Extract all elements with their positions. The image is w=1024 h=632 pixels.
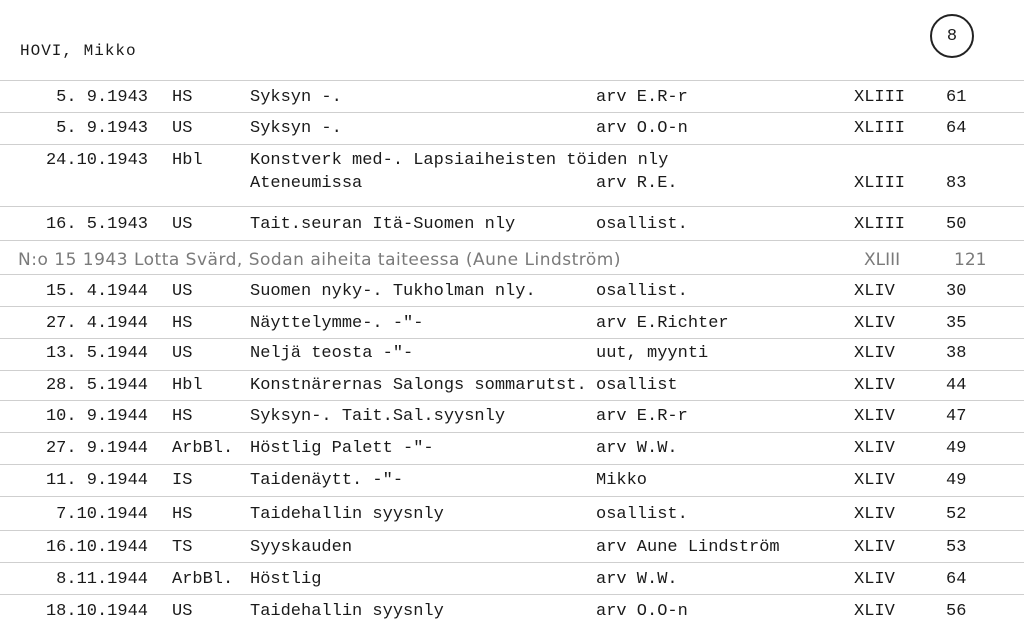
entry-volume: XLIII <box>854 119 906 138</box>
person-name: HOVI, Mikko <box>20 42 137 60</box>
rule-line <box>0 306 1024 307</box>
entry-source: HS <box>172 88 193 107</box>
entry-date: 11. 9.1944 <box>45 471 148 490</box>
entry-author: arv W.W. <box>596 570 678 589</box>
entry-source: US <box>172 282 193 301</box>
entry-title: Konstnärernas Salongs sommarutst. <box>250 376 587 395</box>
entry-title: Taidehallin syysnly <box>250 602 444 621</box>
entry-volume: XLIV <box>854 570 895 589</box>
entry-page: 30 <box>946 282 967 301</box>
entry-volume: XLIV <box>854 314 895 333</box>
entry-volume: XLIV <box>854 282 895 301</box>
entry-title: Höstlig <box>250 570 322 589</box>
entry-row <box>0 376 1024 406</box>
entry-volume: XLIV <box>854 505 895 524</box>
page-number-circle <box>930 14 974 58</box>
entry-author: arv E.R-r <box>596 88 688 107</box>
entry-date: 16.10.1944 <box>45 538 148 557</box>
rule-line <box>0 206 1024 207</box>
entry-volume: XLIII <box>854 215 906 234</box>
continuation-title: Ateneumissa <box>250 174 363 193</box>
entry-title: Syksyn-. Tait.Sal.syysnly <box>250 407 506 426</box>
rule-line <box>0 80 1024 81</box>
entry-source: HS <box>172 314 193 333</box>
entry-author: arv E.R-r <box>596 407 688 426</box>
entry-title: Näyttelymme-. -"- <box>250 314 424 333</box>
entry-page: 38 <box>946 344 967 363</box>
entry-volume: XLIII <box>854 88 906 107</box>
entry-date: 18.10.1944 <box>45 602 148 621</box>
entry-author: Mikko <box>596 471 648 490</box>
rule-line <box>0 370 1024 371</box>
continuation-volume: XLIII <box>854 174 906 193</box>
entry-page: 35 <box>946 314 967 333</box>
rule-line <box>0 338 1024 339</box>
entry-page: 52 <box>946 505 967 524</box>
entry-volume: XLIV <box>854 407 895 426</box>
entry-page: 50 <box>946 215 967 234</box>
entry-source: TS <box>172 538 193 557</box>
rule-line <box>0 496 1024 497</box>
page-number: 8 <box>946 26 958 46</box>
entry-volume: XLIV <box>854 602 895 621</box>
entry-author: uut, myynti <box>596 344 709 363</box>
entry-source: ArbBl. <box>172 439 234 458</box>
entry-date: 16. 5.1943 <box>45 215 148 234</box>
entry-row <box>0 282 1024 312</box>
entry-author: osallist. <box>596 215 688 234</box>
entry-page: 47 <box>946 407 967 426</box>
entry-date: 15. 4.1944 <box>45 282 148 301</box>
entry-page: 64 <box>946 570 967 589</box>
entry-volume: XLIV <box>854 344 895 363</box>
entry-page: 64 <box>946 119 967 138</box>
entry-page: 53 <box>946 538 967 557</box>
entry-page: 44 <box>946 376 967 395</box>
entry-page: 49 <box>946 439 967 458</box>
entry-date: 27. 4.1944 <box>45 314 148 333</box>
entry-author: osallist <box>596 376 678 395</box>
entry-page: 49 <box>946 471 967 490</box>
entry-volume: XLIV <box>854 439 895 458</box>
entry-source: US <box>172 215 193 234</box>
entry-source: HS <box>172 407 193 426</box>
entry-row <box>0 602 1024 632</box>
rule-line <box>0 464 1024 465</box>
entry-source: IS <box>172 471 193 490</box>
entry-row <box>0 88 1024 118</box>
entry-title: Taidehallin syysnly <box>250 505 444 524</box>
entry-author: arv E.Richter <box>596 314 729 333</box>
stamped-note: N:o 15 1943 Lotta Svärd, Sodan aiheita taiteessa (Aune Lindström) <box>18 250 621 270</box>
entry-date: 8.11.1944 <box>56 570 148 589</box>
entry-date: 5. 9.1943 <box>56 119 148 138</box>
entry-title: Höstlig Palett -"- <box>250 439 434 458</box>
entry-title: Syksyn -. <box>250 119 342 138</box>
entry-title: Syyskauden <box>250 538 353 557</box>
entry-source: HS <box>172 505 193 524</box>
entry-source: US <box>172 602 193 621</box>
entry-page: 61 <box>946 88 967 107</box>
entry-date: 5. 9.1943 <box>56 88 148 107</box>
entry-date: 28. 5.1944 <box>45 376 148 395</box>
continuation-row <box>0 174 1024 200</box>
entry-title: Syksyn -. <box>250 88 342 107</box>
entry-author: osallist. <box>596 282 688 301</box>
entry-title: Konstverk med-. Lapsiaiheisten töiden nly <box>250 151 669 170</box>
entry-author: arv O.O-n <box>596 119 688 138</box>
entry-row <box>0 314 1024 344</box>
entry-author: arv Aune Lindström <box>596 538 780 557</box>
entry-source: Hbl <box>172 376 203 395</box>
rule-line <box>0 112 1024 113</box>
stamped-note-page: 121 <box>954 250 987 270</box>
entry-page: 56 <box>946 602 967 621</box>
rule-line <box>0 240 1024 241</box>
entry-title: Taidenäytt. -"- <box>250 471 404 490</box>
entry-date: 27. 9.1944 <box>45 439 148 458</box>
entry-title: Neljä teosta -"- <box>250 344 414 363</box>
continuation-page: 83 <box>946 174 967 193</box>
entry-author: arv W.W. <box>596 439 678 458</box>
entry-row <box>0 570 1024 600</box>
rule-line <box>0 274 1024 275</box>
rule-line <box>0 432 1024 433</box>
entry-author: osallist. <box>596 505 688 524</box>
continuation-author: arv R.E. <box>596 174 678 193</box>
entry-author: arv O.O-n <box>596 602 688 621</box>
entry-title: Suomen nyky-. Tukholman nly. <box>250 282 536 301</box>
entry-source: US <box>172 344 193 363</box>
entry-source: US <box>172 119 193 138</box>
entry-date: 10. 9.1944 <box>45 407 148 426</box>
entry-date: 24.10.1943 <box>45 151 148 170</box>
rule-line <box>0 594 1024 595</box>
entry-volume: XLIV <box>854 376 895 395</box>
entry-source: Hbl <box>172 151 203 170</box>
rule-line <box>0 144 1024 145</box>
entry-source: ArbBl. <box>172 570 234 589</box>
entry-title: Tait.seuran Itä-Suomen nly <box>250 215 516 234</box>
rule-line <box>0 562 1024 563</box>
stamped-note-volume: XLIII <box>864 250 901 270</box>
rule-line <box>0 530 1024 531</box>
rule-line <box>0 400 1024 401</box>
entry-date: 13. 5.1944 <box>45 344 148 363</box>
entry-date: 7.10.1944 <box>56 505 148 524</box>
entry-row <box>0 538 1024 568</box>
entry-volume: XLIV <box>854 538 895 557</box>
entry-volume: XLIV <box>854 471 895 490</box>
